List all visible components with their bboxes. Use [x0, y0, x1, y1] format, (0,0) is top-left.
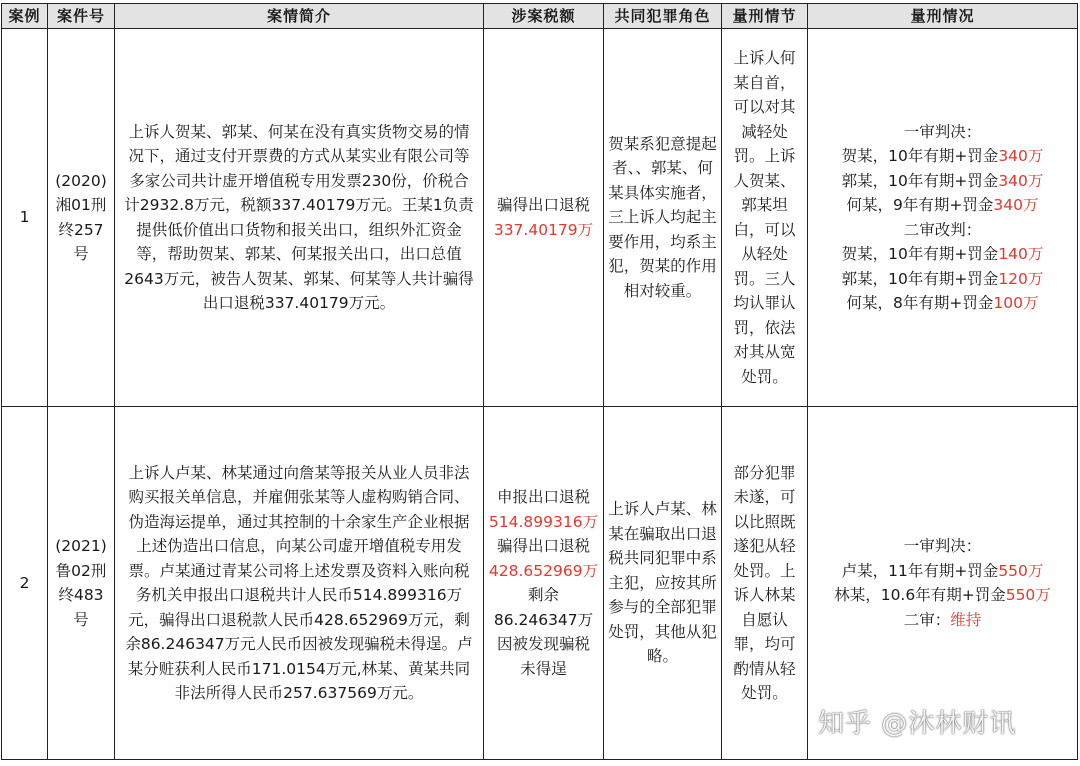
accomplice-role: 贺某系犯意提起者、、郭某、何某具体实施者，三上诉人均起主要作用，均系主犯，贺某的作用相对较重。 — [604, 29, 722, 407]
case-number-line: 终483 — [58, 586, 104, 604]
table-row — [2, 29, 1078, 407]
case-number — [48, 29, 115, 407]
header-circumstances: 量刑情节 — [722, 4, 808, 29]
case-number-line: 湘01刑 — [55, 196, 107, 214]
sentence-line: 二审：维持 — [903, 610, 982, 629]
sentence-line: 何某，9年有期+罚金340万 — [846, 196, 1039, 214]
header-sentencing: 量刑情况 — [808, 4, 1078, 29]
tax-label: 剩余 — [527, 586, 559, 604]
sentence-line: 贺某，10年有期+罚金340万 — [841, 147, 1044, 165]
watermark: 知乎 @沐林财讯 — [818, 709, 1017, 739]
tax-label: 骗得出口退税 — [496, 537, 590, 555]
case-number-line: (2021) — [55, 537, 107, 555]
sentence-line: 一审判决： — [903, 537, 982, 555]
sentence-line: 二审改判： — [903, 220, 982, 239]
tax-label: 因被发现骗税 — [496, 635, 590, 653]
tax-value: 514.899316万 — [488, 512, 599, 531]
sentence-line: 郭某，10年有期+罚金340万 — [841, 171, 1044, 190]
header-role: 共同犯罪角色 — [604, 4, 722, 29]
sentence-line: 卢某，11年有期+罚金550万 — [841, 561, 1044, 580]
tax-value: 337.40179万 — [493, 220, 594, 239]
tax-amount — [484, 29, 604, 407]
header-index: 案例 — [2, 4, 48, 29]
tax-label: 86.246347万 — [493, 610, 594, 629]
sentence-line: 何某，8年有期+罚金100万 — [846, 294, 1039, 312]
case-number-line: 号 — [73, 245, 89, 263]
sentence-line: 林某，10.6年有期+罚金550万 — [834, 586, 1051, 604]
sentence-line: 一审判决： — [903, 122, 982, 141]
case-number-line: 终257 — [58, 220, 104, 239]
case-number-line: (2020) — [55, 171, 107, 190]
sentence-line: 郭某，10年有期+罚金120万 — [841, 269, 1044, 288]
case-table — [1, 3, 1078, 760]
sentencing-circumstances: 部分犯罪未遂，可以比照既遂犯从轻处罚。上诉人林某自愿认罪，均可酌情从轻处罚。 — [722, 407, 808, 760]
case-summary: 上诉人贺某、郭某、何某在没有真实货物交易的情况下，通过支付开票费的方式从某实业有限公司等多家公司共计虚开增值税专用发票230份，价税合计2932.8万元，税额337.40179万元。王某1负责提供低价值出口货物和报关出口，组织外汇资金等，帮助贺某、郭某、何某报关出口，出口总值2643万元，被告人贺某、郭某、何某等人共计骗得出口退税337.40179万元。 — [115, 29, 484, 407]
header-tax: 涉案税额 — [484, 4, 604, 29]
case-index: 2 — [2, 407, 48, 760]
tax-label: 未得逞 — [520, 659, 567, 678]
sentencing-result — [808, 29, 1078, 407]
header-case-no: 案件号 — [48, 4, 115, 29]
tax-amount — [484, 407, 604, 760]
case-index: 1 — [2, 29, 48, 407]
tax-label: 骗得出口退税 — [496, 196, 590, 214]
case-number-line: 号 — [73, 610, 89, 629]
sentence-line: 贺某，10年有期+罚金140万 — [841, 245, 1044, 263]
tax-value: 428.652969万 — [488, 561, 599, 580]
case-summary: 上诉人卢某、林某通过向詹某等报关从业人员非法购买报关单信息，并雇佣张某等人虚构购销合同、伪造海运提单，通过其控制的十余家生产企业根据上述伪造出口信息，向某公司虚开增值税专用发票。卢某通过青某公司将上述发票及资料入账向税务机关申报出口退税共计人民币514.899316万元，骗得出口退税款人民币428.652969万元，剩余86.246347万元人民币因被发现骗税未得逞。卢某分赃获利人民币171.0154万元,林某、黄某共同非法所得人民币257.637569万元。 — [115, 407, 484, 760]
case-number — [48, 407, 115, 760]
header-row — [2, 4, 1078, 29]
case-number-line: 鲁02刑 — [55, 561, 107, 580]
tax-label: 申报出口退税 — [496, 488, 590, 506]
accomplice-role: 上诉人卢某、林某在骗取出口退税共同犯罪中系主犯，应按其所参与的全部犯罪处罚，其他从犯略。 — [604, 407, 722, 760]
header-summary: 案情简介 — [115, 4, 484, 29]
sentencing-circumstances: 上诉人何某自首，可以对其减轻处罚。上诉人贺某、郭某坦白，可以从轻处罚。三人均认罪认罚，依法对其从宽处罚。 — [722, 29, 808, 407]
